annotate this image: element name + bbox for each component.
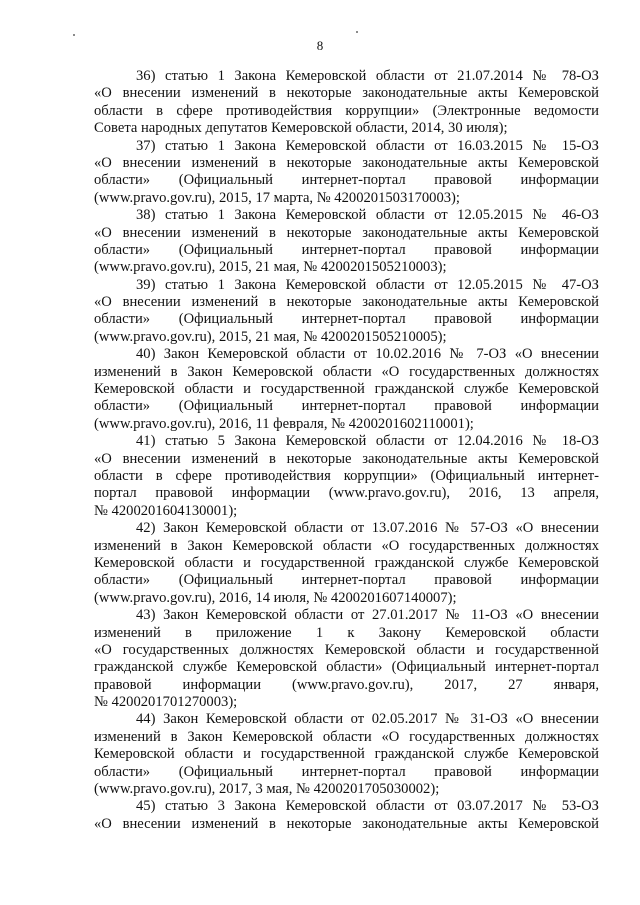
text-line: портал правовой информации (www.pravo.gov.ru), 2016, 13 апреля,: [94, 485, 599, 502]
page-number: 8: [316, 38, 324, 53]
text-line: изменений в Закон Кемеровской области «О государственных должностях: [94, 363, 599, 380]
text-line: Совета народных депутатов Кемеровской области, 2014, 30 июля);: [94, 120, 508, 137]
text-line: области» (Официальный интернет-портал правовой информации: [94, 398, 599, 415]
text-line: изменений в Закон Кемеровской области «О государственных должностях: [94, 728, 599, 745]
text-line: (www.pravo.gov.ru), 2017, 3 мая, № 4200201705030002);: [94, 781, 440, 798]
text-line: 43) Закон Кемеровской области от 27.01.2017 № 11-ОЗ «О внесении: [136, 607, 599, 624]
scan-speck: [73, 34, 75, 36]
text-line: изменений в Закон Кемеровской области «О государственных должностях: [94, 537, 599, 554]
text-line: «О внесении изменений в некоторые законодательные акты Кемеровской: [94, 450, 599, 467]
text-line: области» (Официальный интернет-портал правовой информации: [94, 172, 599, 189]
text-line: «О внесении изменений в некоторые законодательные акты Кемеровской: [94, 85, 599, 102]
text-line: «О государственных должностях Кемеровской области и государственной: [94, 641, 599, 658]
text-line: 38) статью 1 Закона Кемеровской области от 12.05.2015 № 46-ОЗ: [136, 207, 599, 224]
text-line: 42) Закон Кемеровской области от 13.07.2016 № 57-ОЗ «О внесении: [136, 520, 599, 537]
text-line: 37) статью 1 Закона Кемеровской области от 16.03.2015 № 15-ОЗ: [136, 137, 599, 154]
document-body: [94, 68, 599, 833]
text-line: 40) Закон Кемеровской области от 10.02.2016 № 7-ОЗ «О внесении: [136, 346, 599, 363]
text-line: 44) Закон Кемеровской области от 02.05.2017 № 31-ОЗ «О внесении: [136, 711, 599, 728]
text-line: 36) статью 1 Закона Кемеровской области от 21.07.2014 № 78-ОЗ: [136, 68, 599, 84]
text-line: 39) статью 1 Закона Кемеровской области от 12.05.2015 № 47-ОЗ: [136, 276, 599, 293]
text-line: области» (Официальный интернет-портал правовой информации: [94, 572, 599, 589]
text-line: Кемеровской области и государственной гражданской службе Кемеровской: [94, 746, 599, 763]
text-line: области» (Официальный интернет-портал правовой информации: [94, 311, 599, 328]
scan-speck: [356, 31, 358, 33]
text-line: (www.pravo.gov.ru), 2016, 11 февраля, № 4200201602110001);: [94, 415, 474, 432]
text-line: области в сфере противодействия коррупции» (Официальный интернет-: [94, 467, 599, 484]
text-line: (www.pravo.gov.ru), 2015, 21 мая, № 4200201505210005);: [94, 328, 447, 345]
text-line: (www.pravo.gov.ru), 2016, 14 июля, № 4200201607140007);: [94, 589, 457, 606]
text-line: Кемеровской области и государственной гражданской службе Кемеровской: [94, 554, 599, 571]
text-line: «О внесении изменений в некоторые законодательные акты Кемеровской: [94, 294, 599, 311]
text-line: области в сфере противодействия коррупции» (Электронные ведомости: [94, 102, 599, 119]
text-line: области» (Официальный интернет-портал правовой информации: [94, 241, 599, 258]
text-line: № 4200201701270003);: [94, 694, 238, 711]
text-line: «О внесении изменений в некоторые законодательные акты Кемеровской: [94, 154, 599, 171]
text-line: гражданской службе Кемеровской области» (Официальный интернет-портал: [94, 659, 599, 676]
text-line: правовой информации (www.pravo.gov.ru), 2017, 27 января,: [94, 676, 599, 693]
text-line: области» (Официальный интернет-портал правовой информации: [94, 763, 599, 780]
text-line: (www.pravo.gov.ru), 2015, 21 мая, № 4200201505210003);: [94, 259, 447, 276]
text-line: № 4200201604130001);: [94, 502, 238, 519]
text-line: 45) статью 3 Закона Кемеровской области от 03.07.2017 № 53-ОЗ: [136, 798, 599, 815]
text-line: «О внесении изменений в некоторые законодательные акты Кемеровской: [94, 815, 599, 832]
text-line: Кемеровской области и государственной гражданской службе Кемеровской: [94, 381, 599, 398]
text-line: (www.pravo.gov.ru), 2015, 17 марта, № 4200201503170003);: [94, 189, 460, 206]
text-line: 41) статью 5 Закона Кемеровской области от 12.04.2016 № 18-ОЗ: [136, 433, 599, 450]
text-line: «О внесении изменений в некоторые законодательные акты Кемеровской: [94, 224, 599, 241]
text-line: изменений в приложение 1 к Закону Кемеровской области: [94, 624, 599, 641]
